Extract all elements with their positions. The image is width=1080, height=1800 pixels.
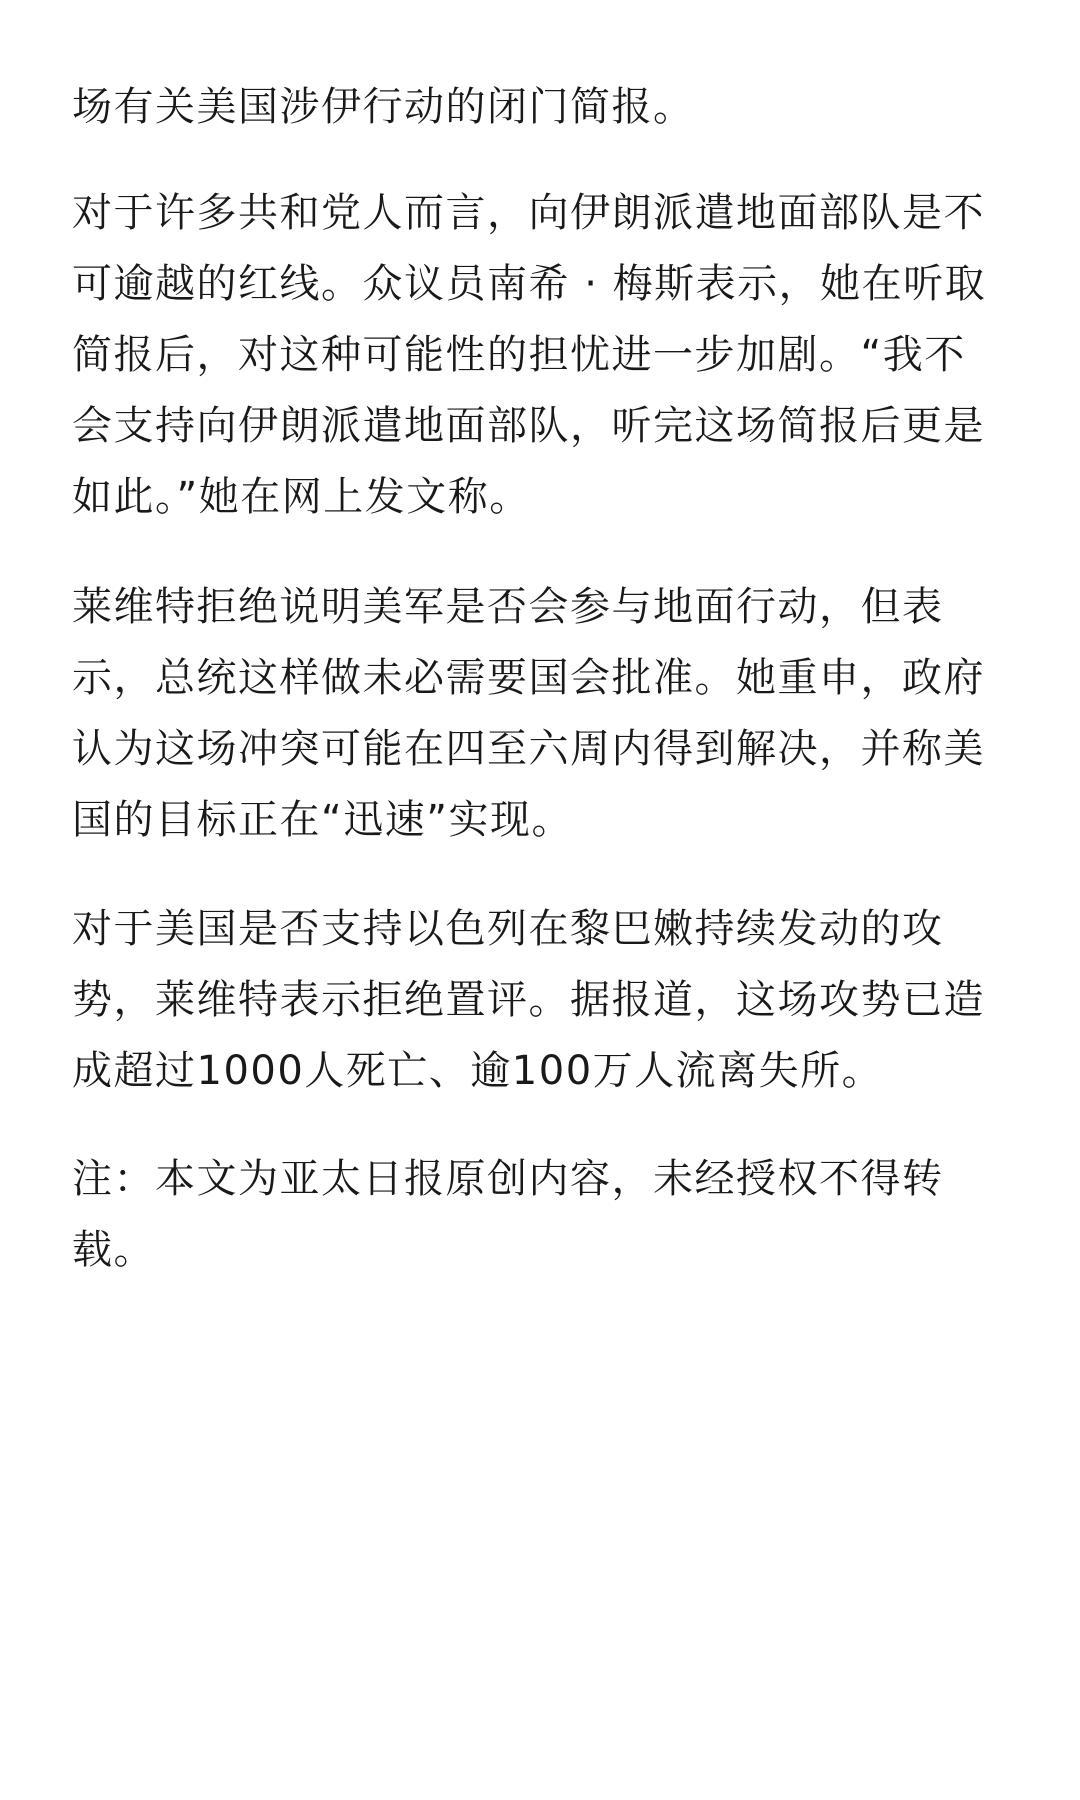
- paragraph-line: 势，莱维特表示拒绝置评。据报道，这场攻势已造: [72, 977, 985, 1023]
- paragraph-line: 注：本文为亚太日报原创内容，未经授权不得转: [72, 1156, 944, 1202]
- paragraph-line: 会支持向伊朗派遣地面部队，听完这场简报后更是: [72, 403, 985, 449]
- paragraph-briefing-intro: [72, 72, 1012, 143]
- paragraph-line: 认为这场冲突可能在四至六周内得到解决，并称美: [72, 726, 985, 772]
- paragraph-line: 莱维特拒绝说明美军是否会参与地面行动，但表: [72, 584, 944, 630]
- paragraph-line: 载。: [72, 1227, 155, 1273]
- paragraph-line: 场有关美国涉伊行动的闭门简报。: [72, 84, 695, 130]
- paragraph-republicans-red-line: [72, 178, 1012, 533]
- paragraph-copyright-note: [72, 1144, 1012, 1286]
- paragraph-line: 如此。”她在网上发文称。: [72, 474, 531, 520]
- paragraph-line: 简报后，对这种可能性的担忧进一步加剧。“我不: [72, 332, 966, 378]
- paragraph-lebanon-offensive: [72, 894, 1012, 1107]
- paragraph-line: 对于美国是否支持以色列在黎巴嫩持续发动的攻: [72, 906, 944, 952]
- paragraph-leavitt-ground-operations: [72, 572, 1012, 856]
- paragraph-line: 对于许多共和党人而言，向伊朗派遣地面部队是不: [72, 190, 985, 236]
- paragraph-line: 可逾越的红线。众议员南希 · 梅斯表示，她在听取: [72, 261, 987, 307]
- paragraph-line: 示，总统这样做未必需要国会批准。她重申，政府: [72, 655, 985, 701]
- paragraph-line: 成超过1000人死亡、逾100万人流离失所。: [72, 1048, 884, 1094]
- paragraph-line: 国的目标正在“迅速”实现。: [72, 797, 573, 843]
